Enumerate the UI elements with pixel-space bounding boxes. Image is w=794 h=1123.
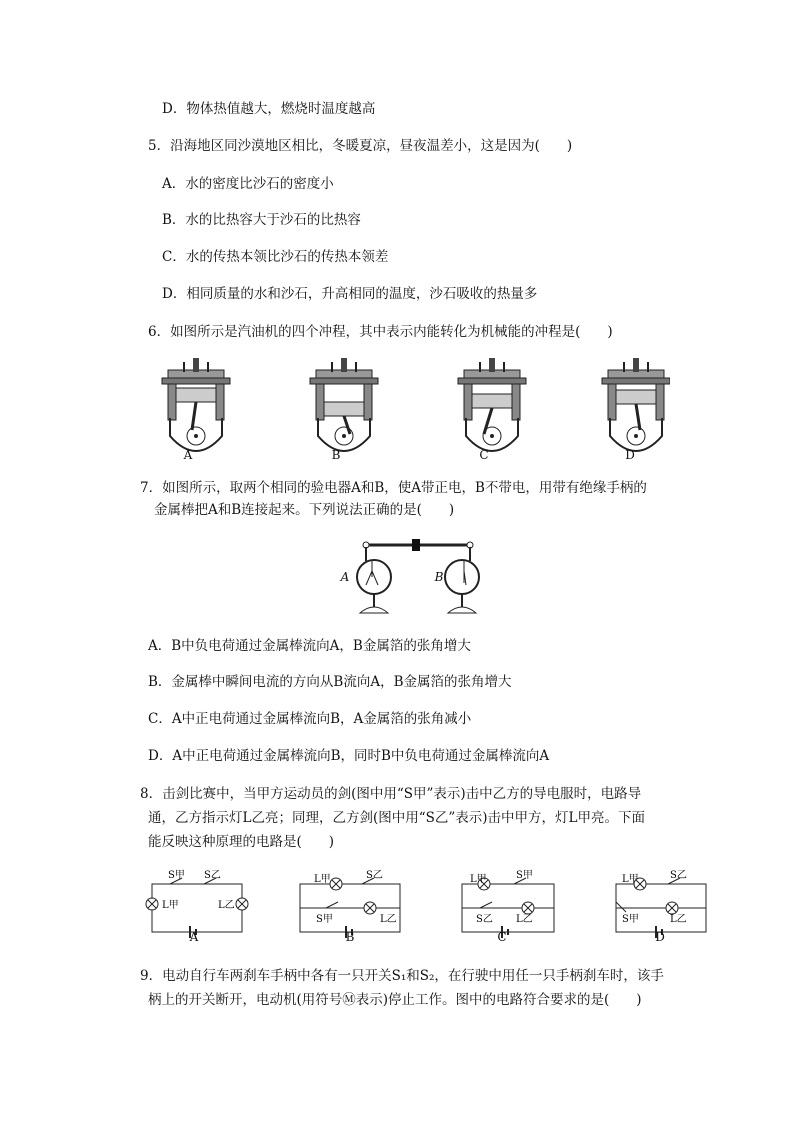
q7-option-b: B．金属棒中瞬间电流的方向从B流向A，B金属箔的张角增大: [148, 674, 512, 690]
q5-stem: 5．沿海地区同沙漠地区相比，冬暖夏凉，昼夜温差小，这是因为( ): [148, 138, 573, 154]
engine-a: [162, 358, 230, 451]
circuits-svg: [140, 868, 720, 948]
circuit-c-s-jia-label: S甲: [516, 870, 533, 881]
circuit-d: [616, 878, 706, 938]
engine-label-c: C: [479, 448, 489, 462]
electroscope-label-a: A: [340, 570, 350, 584]
circuit-b-l-yi-label: L乙: [380, 914, 397, 925]
circuit-b-s-jia-label: S甲: [316, 914, 333, 925]
q9-stem-line2: 柄上的开关断开，电动机(用符号Ⓜ表示)停止工作。图中的电路符合要求的是( ): [148, 992, 642, 1008]
q7-option-d: D．A中正电荷通过金属棒流向B，同时B中负电荷通过金属棒流向A: [148, 748, 550, 764]
q4-option-d: D．物体热值越大，燃烧时温度越高: [162, 101, 376, 117]
circuit-label-d: D: [655, 930, 665, 944]
circuit-c: [462, 878, 554, 938]
circuit-b-l-jia-label: L甲: [314, 874, 331, 885]
circuit-c-l-yi-label: L乙: [516, 914, 533, 925]
circuit-b-s-yi-label: S乙: [366, 870, 383, 881]
q7-stem-line1: 7．如图所示，取两个相同的验电器A和B，使A带正电，B不带电，用带有绝缘手柄的: [140, 480, 647, 496]
circuit-a-s-yi-label: S乙: [204, 870, 221, 881]
electroscope-label-b: B: [434, 570, 444, 584]
engine-label-b: B: [331, 448, 341, 462]
q5-option-b: B．水的比热容大于沙石的比热容: [162, 212, 361, 228]
q7-stem-line2: 金属棒把A和B连接起来。下列说法正确的是( ): [154, 502, 455, 518]
electroscope-figure: [338, 535, 498, 620]
q9-stem-line1: 9．电动自行车两刹车手柄中各有一只开关S₁和S₂，在行驶中用任一只手柄刹车时，该手: [140, 968, 664, 984]
circuit-a-l-jia-label: L甲: [162, 900, 179, 911]
engine-label-d: D: [625, 448, 635, 462]
engine-b: [310, 358, 378, 451]
circuit-d-l-yi-label: L乙: [670, 914, 687, 925]
engine-label-a: A: [183, 448, 193, 462]
q6-stem: 6．如图所示是汽油机的四个冲程，其中表示内能转化为机械能的冲程是( ): [148, 324, 613, 340]
circuit-b: [300, 878, 400, 938]
circuit-d-l-jia-label: L甲: [622, 874, 639, 885]
q8-stem-line3: 能反映这种原理的电路是( ): [148, 834, 335, 850]
q5-option-c: C．水的传热本领比沙石的传热本领差: [162, 249, 389, 265]
circuit-label-b: B: [345, 930, 355, 944]
q5-option-d: D．相同质量的水和沙石，升高相同的温度，沙石吸收的热量多: [162, 286, 538, 302]
circuit-c-l-jia-label: L甲: [470, 874, 487, 885]
circuit-label-c: C: [497, 930, 507, 944]
circuit-d-s-jia-label: S甲: [622, 914, 639, 925]
q5-option-a: A．水的密度比沙石的密度小: [162, 176, 334, 192]
engine-d: [602, 358, 670, 451]
q8-stem-line2: 通，乙方指示灯L乙亮；同理，乙方剑(图中用“S乙”表示)击中甲方，灯L甲亮。下面: [148, 810, 646, 826]
q7-option-a: A．B中负电荷通过金属棒流向A，B金属箔的张角增大: [148, 638, 471, 654]
engine-strokes-figure: [150, 358, 670, 468]
circuits-figure: [140, 868, 720, 948]
electroscope-svg: [338, 535, 498, 620]
circuit-a-l-yi-label: L乙: [218, 900, 235, 911]
electroscope-a: [357, 542, 391, 613]
circuit-label-a: A: [189, 930, 199, 944]
q8-stem-line1: 8．击剑比赛中，当甲方运动员的剑(图中用“S甲”表示)击中乙方的导电服时，电路导: [140, 786, 642, 802]
circuit-a-s-jia-label: S甲: [168, 870, 185, 881]
q7-option-c: C．A中正电荷通过金属棒流向B，A金属箔的张角减小: [148, 711, 472, 727]
engine-c: [458, 358, 526, 451]
engine-strokes-svg: [150, 358, 670, 468]
circuit-d-s-yi-label: S乙: [670, 870, 687, 881]
electroscope-b: [445, 542, 479, 613]
circuit-c-s-yi-label: S乙: [476, 914, 493, 925]
